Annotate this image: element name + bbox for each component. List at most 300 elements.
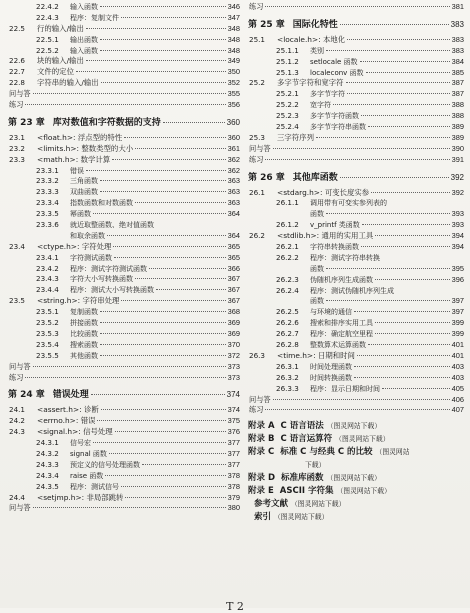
toc-entry-title: 幂函数 (70, 210, 91, 219)
dot-leader (100, 333, 226, 334)
toc-entry-number: 25.2 (249, 78, 266, 88)
toc-entry-title: 程序：显示日期和时间 (310, 384, 380, 393)
dot-leader (135, 148, 226, 149)
toc-entry-title: 文件的定位 (37, 67, 74, 77)
dot-leader (316, 137, 450, 138)
toc-entry-title: 问与答 (9, 89, 31, 99)
toc-entry (248, 100, 464, 111)
toc-entry-title: 拼接函数 (70, 319, 98, 328)
toc-entry-page: 373 (227, 361, 240, 371)
toc-entry-page: 374 (226, 390, 240, 400)
dot-leader (121, 300, 225, 301)
toc-entry-title: 与环境的通信 (310, 308, 352, 317)
appendix-entry (248, 511, 464, 524)
toc-entry (8, 373, 240, 384)
toc-entry-title: 其他函数 (70, 351, 98, 360)
dot-leader (101, 409, 226, 410)
toc-left-column (8, 2, 240, 514)
toc-entry-number: 23.3.5 (36, 209, 59, 219)
toc-entry-page: 396 (451, 274, 464, 284)
toc-entry-number: 26.2.2 (276, 252, 299, 262)
toc-entry-page: 352 (227, 78, 240, 88)
toc-entry-page: 361 (227, 143, 240, 153)
appendix-entry (248, 472, 464, 485)
toc-entry (248, 133, 464, 144)
toc-entry-title: 问与答 (9, 361, 31, 371)
toc-entry (8, 340, 240, 351)
toc-entry-page: 365 (227, 252, 240, 262)
toc-entry (248, 329, 464, 340)
toc-entry-page: 383 (451, 45, 464, 55)
toc-entry-title: 输入函数 (70, 3, 98, 11)
toc-entry (248, 68, 464, 79)
toc-entry-number: 第 24 章 (8, 390, 45, 401)
dot-leader (86, 28, 226, 29)
toc-entry (8, 449, 240, 460)
toc-entry (248, 220, 464, 231)
dot-leader (112, 159, 226, 160)
toc-entry-title: 比较函数 (70, 329, 98, 338)
toc-entry (8, 209, 240, 220)
toc-entry-number: 24.3.3 (36, 459, 59, 469)
toc-entry-page: 363 (227, 187, 240, 197)
toc-entry-page: 403 (451, 361, 464, 371)
toc-entry-page: 407 (451, 405, 464, 415)
toc-entry-title: 字符串的输入/输出 (37, 78, 99, 88)
toc-entry (8, 24, 240, 35)
dot-leader (273, 148, 450, 149)
toc-entry-number: 22.4.3 (36, 12, 59, 22)
dot-leader (375, 235, 449, 236)
appendix-entry (248, 420, 464, 433)
appendix-list (248, 420, 464, 524)
toc-entry-page: 401 (451, 350, 464, 360)
toc-entry-page: 355 (227, 89, 240, 99)
dot-leader (326, 268, 450, 269)
toc-entry (8, 220, 240, 231)
dot-leader (97, 420, 225, 421)
appendix-entry (248, 459, 464, 472)
toc-entry-title: signal 函数 (70, 449, 107, 458)
toc-entry-number: 22.7 (9, 67, 26, 77)
toc-entry-page: 375 (227, 416, 240, 426)
dot-leader (101, 82, 226, 83)
toc-entry-number: 25.1 (249, 34, 266, 44)
appendix-note: （图灵网站下载） (291, 500, 346, 509)
toc-entry-page: 363 (227, 176, 240, 186)
toc-entry-number: 25.2.4 (276, 122, 299, 132)
toc-entry-page: 368 (227, 307, 240, 317)
toc-entry-page: 369 (227, 318, 240, 328)
toc-entry-number: 24.3.2 (36, 448, 59, 458)
toc-entry-title: 三字符序列 (277, 132, 314, 142)
dot-leader (361, 115, 450, 116)
toc-entry (248, 2, 464, 13)
toc-entry (248, 35, 464, 46)
toc-entry-page: 362 (227, 165, 240, 175)
toc-entry (8, 264, 240, 275)
appendix-title: C 语言运算符 (280, 434, 333, 445)
toc-entry (8, 307, 240, 318)
toc-entry (248, 144, 464, 155)
dot-leader (113, 246, 225, 247)
toc-entry-page: 383 (450, 19, 464, 29)
toc-entry (8, 274, 240, 285)
toc-entry (8, 427, 240, 438)
toc-entry-title: 练习 (9, 100, 24, 110)
appendix-title: ASCII 字符集 (279, 486, 334, 497)
dot-leader (125, 497, 225, 498)
toc-entry (248, 57, 464, 68)
dot-leader (149, 268, 226, 269)
toc-entry (248, 242, 464, 253)
toc-entry (248, 155, 464, 166)
appendix-note: （图灵网站下载） (336, 487, 391, 496)
toc-entry-page: 389 (451, 132, 464, 142)
toc-entry-page: 356 (227, 100, 240, 110)
toc-entry-title: v_printf 类函数 (310, 221, 360, 230)
toc-entry (248, 395, 464, 406)
dot-leader (156, 289, 226, 290)
appendix-note: （图灵网站下载） (335, 435, 390, 444)
appendix-note: 下载） (305, 461, 326, 470)
dot-leader (265, 159, 449, 160)
toc-entry-page: 376 (227, 427, 240, 437)
toc-entry-page: 360 (226, 117, 240, 127)
toc-entry-number: 26.3.2 (276, 372, 299, 382)
toc-entry-title: <ctype.h>: 字符处理 (37, 241, 112, 251)
toc-entry (248, 198, 464, 209)
toc-entry-title: 时间处理函数 (310, 362, 352, 371)
toc-entry (8, 2, 240, 13)
toc-entry-page: 387 (451, 89, 464, 99)
toc-entry-title: 练习 (249, 154, 264, 164)
dot-leader (109, 453, 226, 454)
toc-entry (248, 15, 464, 35)
toc-entry (248, 351, 464, 362)
toc-entry-page: 392 (450, 172, 464, 182)
toc-entry (8, 405, 240, 416)
toc-entry-number: 24.3 (9, 427, 26, 437)
toc-entry (248, 188, 464, 199)
dot-leader (135, 202, 226, 203)
toc-entry-title: 库对数值和字符数据的支持 (52, 117, 161, 128)
toc-entry (8, 460, 240, 471)
dot-leader (347, 93, 450, 94)
toc-entry-page: 360 (227, 132, 240, 142)
toc-entry (8, 296, 240, 307)
toc-entry (248, 362, 464, 373)
toc-entry (8, 242, 240, 253)
toc-entry (8, 133, 240, 144)
dot-leader (105, 475, 225, 476)
dot-leader (86, 60, 226, 61)
toc-entry-title: 函数 (310, 210, 324, 219)
toc-entry-title: 练习 (249, 405, 264, 415)
dot-leader (100, 355, 226, 356)
toc-entry-number: 24.2 (9, 416, 26, 426)
appendix-entry (248, 446, 464, 459)
toc-entry-title: 国际化特性 (292, 19, 338, 30)
toc-entry (8, 35, 240, 46)
dot-leader (371, 192, 449, 193)
dot-leader (354, 366, 450, 367)
toc-entry-page: 378 (227, 470, 240, 480)
toc-entry (248, 286, 464, 297)
toc-entry-title: 输出函数 (70, 35, 98, 44)
toc-entry-title: 类别 (310, 46, 324, 55)
toc-entry (248, 111, 464, 122)
toc-entry (8, 176, 240, 187)
toc-entry (8, 67, 240, 78)
toc-entry-page: 403 (451, 372, 464, 382)
toc-entry (248, 373, 464, 384)
dot-leader (100, 6, 226, 7)
toc-entry-number: 23.4.2 (36, 263, 59, 273)
toc-entry (8, 438, 240, 449)
toc-entry-title: 其他库函数 (292, 172, 338, 183)
dot-leader (100, 344, 226, 345)
dot-leader (107, 235, 226, 236)
toc-entry-page: 394 (451, 231, 464, 241)
toc-entry (248, 405, 464, 416)
dot-leader (100, 39, 226, 40)
toc-entry-number: 23.4 (9, 241, 26, 251)
toc-entry-page: 377 (227, 459, 240, 469)
toc-entry-number: 26.1 (249, 187, 266, 197)
toc-entry-number: 26.2.4 (276, 285, 299, 295)
toc-entry-page: 372 (227, 350, 240, 360)
toc-entry-page: 369 (227, 328, 240, 338)
toc-entry (8, 187, 240, 198)
toc-entry (248, 231, 464, 242)
toc-entry-title: <assert.h>: 诊断 (37, 405, 99, 415)
toc-entry-title: 宽字符 (310, 101, 331, 110)
toc-entry-number: 25.1.2 (276, 56, 299, 66)
toc-entry-page: 349 (227, 56, 240, 66)
appendix-title: 标准 C 与经典 C 的比较 (280, 447, 373, 458)
toc-entry-number: 24.1 (9, 405, 26, 415)
toc-entry-title: <stdlib.h>: 通用的实用工具 (277, 231, 374, 241)
toc-entry-page: 362 (227, 154, 240, 164)
toc-entry-title: 就近取整函数、绝对值函数 (70, 221, 154, 230)
toc-entry-number: 26.2.7 (276, 329, 299, 339)
toc-entry (8, 351, 240, 362)
dot-leader (163, 122, 225, 123)
toc-entry (8, 144, 240, 155)
dot-leader (121, 486, 226, 487)
toc-entry-title: 搜索函数 (70, 340, 98, 349)
appendix-note: （图灵网站下载） (326, 422, 382, 431)
toc-entry-number: 23.5.3 (36, 328, 59, 338)
appendix-note: （图灵网站 (375, 448, 410, 457)
toc-entry-number: 23.2 (9, 143, 26, 153)
toc-entry-number: 23.3.4 (36, 198, 59, 208)
toc-entry-number: 25.1.1 (276, 45, 299, 55)
dot-leader (354, 377, 450, 378)
dot-leader (114, 257, 226, 258)
toc-entry (248, 307, 464, 318)
dot-leader (93, 213, 226, 214)
toc-entry (8, 318, 240, 329)
toc-entry-title: <time.h>: 日期和时间 (277, 350, 355, 360)
toc-entry-number: 第 25 章 (248, 19, 285, 30)
toc-entry-page: 391 (451, 154, 464, 164)
toc-entry-title: raise 函数 (70, 471, 104, 480)
toc-entry-number: 26.3 (249, 350, 266, 360)
dot-leader (100, 322, 226, 323)
toc-entry-number: 26.2.8 (276, 340, 299, 350)
toc-entry-title: <signal.h>: 信号处理 (37, 427, 113, 437)
toc-entry (248, 296, 464, 307)
toc-entry-title: 练习 (249, 2, 264, 11)
toc-entry (8, 198, 240, 209)
toc-entry-number: 26.2.3 (276, 274, 299, 284)
toc-entry-page: 367 (227, 274, 240, 284)
toc-entry-page: 374 (227, 405, 240, 415)
toc-entry (8, 89, 240, 100)
toc-entry (8, 13, 240, 24)
toc-entry (248, 46, 464, 57)
toc-entry-page: 401 (451, 340, 464, 350)
toc-entry-page: 393 (451, 220, 464, 230)
toc-entry-number: 25.2.1 (276, 89, 299, 99)
toc-entry-number: 26.2 (249, 231, 266, 241)
toc-entry-number: 22.8 (9, 78, 26, 88)
toc-entry-title: 错误处理 (52, 390, 89, 401)
toc-entry-page: 379 (227, 492, 240, 502)
appendix-entry (248, 433, 464, 446)
toc-entry-title: 错误 (70, 166, 84, 175)
toc-entry-page: 397 (451, 307, 464, 317)
toc-entry-title: 函数 (310, 297, 324, 306)
toc-entry (8, 285, 240, 296)
toc-entry-title: 多字节字符 (310, 90, 345, 99)
dot-leader (86, 170, 226, 171)
dot-leader (76, 71, 226, 72)
toc-entry-title: 输入函数 (70, 46, 98, 55)
toc-entry-page: 367 (227, 285, 240, 295)
toc-entry-number: 23.5.4 (36, 339, 59, 349)
toc-entry-number: 23.3 (9, 154, 26, 164)
toc-entry-title: 程序：测试大小写转换函数 (70, 286, 154, 295)
toc-entry (8, 166, 240, 177)
toc-entry-title: 多字节字符函数 (310, 112, 359, 121)
dot-leader (340, 177, 449, 178)
toc-entry-number: 22.5.1 (36, 34, 59, 44)
toc-entry-title: 指数函数和对数函数 (70, 199, 133, 208)
toc-entry-title: 行的输入/输出 (37, 23, 84, 33)
dot-leader (340, 24, 449, 25)
toc-entry-page: 377 (227, 448, 240, 458)
toc-entry-title: 程序：确定航空里程 (310, 330, 373, 339)
appendix-note: （图灵网站下载） (274, 513, 329, 522)
toc-entry-number: 24.3.1 (36, 438, 59, 448)
toc-entry-title: 函数 (310, 264, 324, 273)
dot-leader (375, 322, 450, 323)
toc-entry-title: 字符串转换函数 (310, 243, 359, 252)
toc-entry-title: localeconv 函数 (310, 68, 364, 77)
appendix-note: （图灵网站下载） (326, 474, 381, 483)
toc-entry-title: 时间转换函数 (310, 373, 352, 382)
toc-entry-number: 25.2.2 (276, 100, 299, 110)
toc-entry-number: 23.4.4 (36, 285, 59, 295)
appendix-label: 附录 A (248, 421, 275, 432)
toc-entry-title: <math.h>: 数学计算 (37, 154, 111, 164)
dot-leader (124, 137, 225, 138)
dot-leader (368, 126, 450, 127)
appendix-label: 附录 B (248, 434, 275, 445)
dot-leader (33, 366, 226, 367)
toc-entry-number: 22.5.2 (36, 45, 59, 55)
toc-entry (8, 100, 240, 111)
dot-leader (121, 17, 226, 18)
appendix-title: 标准库函数 (281, 473, 324, 484)
dot-leader (100, 50, 226, 51)
dot-leader (25, 377, 225, 378)
appendix-entry (248, 498, 464, 511)
dot-leader (100, 191, 226, 192)
toc-entry-title: <float.h>: 浮点型的特性 (37, 132, 123, 142)
toc-entry-title: 三角函数 (70, 177, 98, 186)
appendix-label: 附录 C (248, 447, 275, 458)
toc-entry-title: 预定义的信号处理函数 (70, 460, 140, 469)
toc-entry-title: <setjmp.h>: 非局部跳转 (37, 492, 124, 502)
toc-entry (248, 89, 464, 100)
dot-leader (265, 6, 449, 7)
toc-entry-title: 问与答 (9, 503, 31, 513)
toc-entry-number: 25.3 (249, 132, 266, 142)
appendix-label: 附录 E (248, 486, 274, 497)
toc-entry-title: <locale.h>: 本地化 (277, 34, 346, 44)
toc-entry-title: 程序：测试字符测试函数 (70, 264, 147, 273)
toc-entry (248, 122, 464, 133)
toc-entry-number: 23.5.1 (36, 307, 59, 317)
toc-entry (8, 253, 240, 264)
dot-leader (368, 344, 450, 345)
toc-entry-page: 384 (451, 56, 464, 66)
dot-leader (361, 246, 450, 247)
toc-entry-page: 346 (227, 2, 240, 11)
appendix-title: C 语言语法 (280, 421, 324, 432)
toc-entry (248, 384, 464, 395)
toc-entry-number: 22.5 (9, 23, 26, 33)
toc-entry-page: 397 (451, 296, 464, 306)
dot-leader (375, 279, 450, 280)
toc-entry-page: 388 (451, 100, 464, 110)
dot-leader (273, 399, 450, 400)
toc-entry-number: 22.4.2 (36, 2, 59, 11)
toc-entry-page: 364 (227, 209, 240, 219)
toc-entry-title: 字符测试函数 (70, 253, 112, 262)
toc-entry-page: 383 (451, 34, 464, 44)
toc-entry-page: 385 (451, 67, 464, 77)
toc-entry (8, 46, 240, 57)
dot-leader (366, 72, 450, 73)
toc-entry-page: 393 (451, 209, 464, 219)
toc-entry (248, 275, 464, 286)
toc-entry (248, 209, 464, 220)
toc-entry (8, 113, 240, 133)
dot-leader (326, 300, 450, 301)
toc-entry-title: 程序：复制文件 (70, 13, 119, 22)
toc-entry-page: 399 (451, 318, 464, 328)
toc-entry (8, 471, 240, 482)
toc-entry-title: 字符大小写转换函数 (70, 275, 133, 284)
dot-leader (382, 388, 450, 389)
toc-entry (8, 416, 240, 427)
toc-entry-page: 392 (451, 187, 464, 197)
